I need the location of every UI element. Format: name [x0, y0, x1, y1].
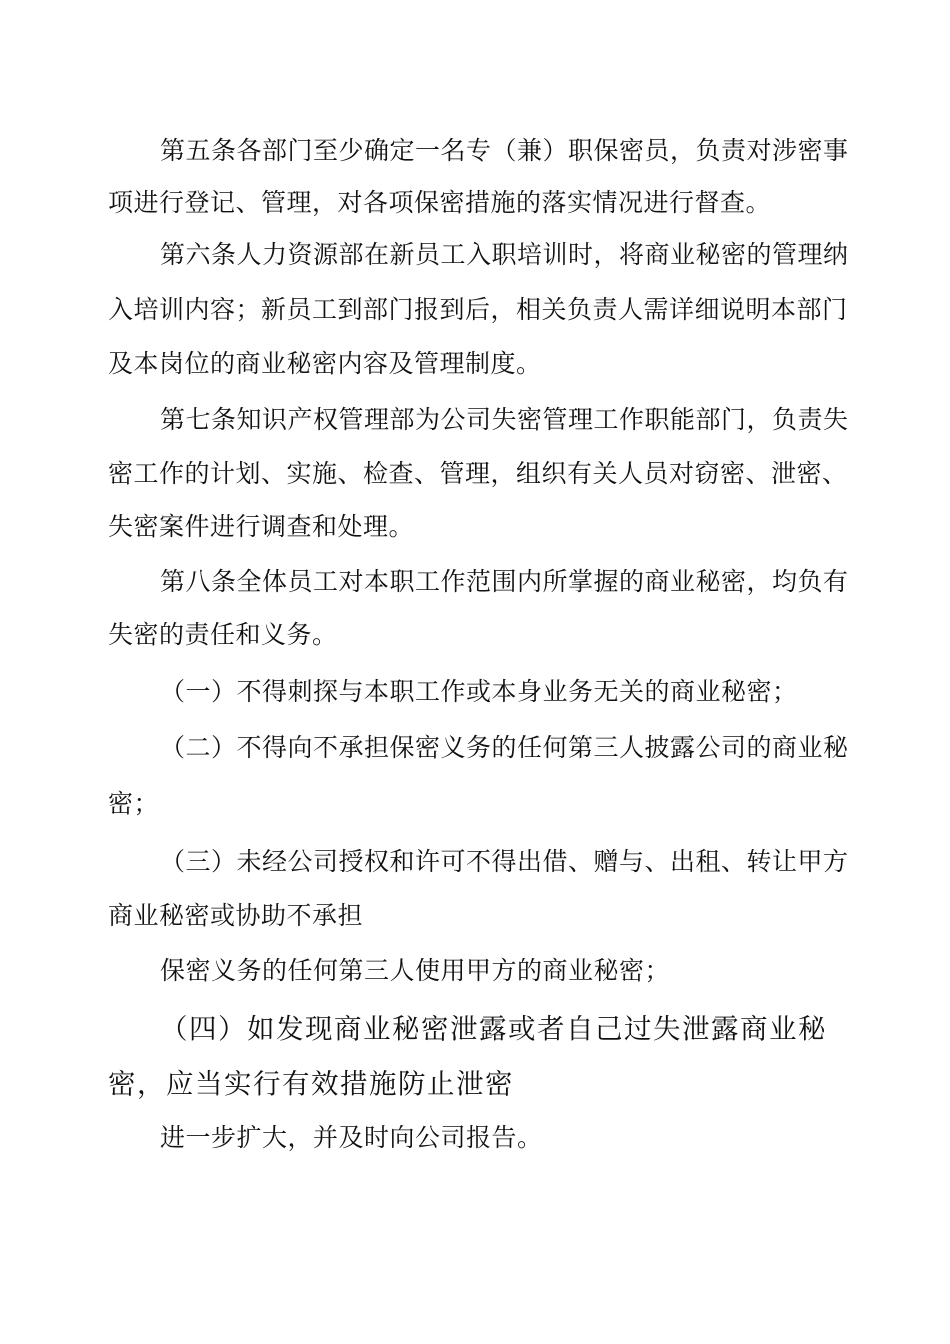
text-line: 第六条人力资源部在新员工入职培训时，将商业秘密的管理纳 — [160, 240, 849, 269]
text-line: 密工作的计划、实施、检查、管理，组织有关人员对窃密、泄密、 — [108, 459, 848, 488]
text-line: 及本岗位的商业秘密内容及管理制度。 — [108, 349, 542, 378]
text-line: 第八条全体员工对本职工作范围内所掌握的商业秘密，均负有 — [160, 567, 849, 596]
text-line: 失密的责任和义务。 — [108, 620, 338, 649]
text-line: 失密案件进行调查和处理。 — [108, 512, 415, 541]
text-line: （二）不得向不承担保密义务的任何第三人披露公司的商业秘 — [160, 733, 849, 762]
text-line: 进一步扩大，并及时向公司报告。 — [160, 1123, 543, 1152]
text-line: 项进行登记、管理，对各项保密措施的落实情况进行督查。 — [108, 188, 772, 217]
text-line: 密； — [108, 789, 160, 818]
text-line: 第五条各部门至少确定一名专（兼）职保密员，负责对涉密事 — [160, 136, 849, 165]
text-line: 密，应当实行有效措施防止泄密 — [108, 1068, 514, 1100]
text-line: 第七条知识产权管理部为公司失密管理工作职能部门，负责失 — [160, 405, 849, 434]
text-line: （一）不得刺探与本职工作或本身业务无关的商业秘密； — [160, 677, 798, 706]
text-line: 商业秘密或协助不承担 — [108, 901, 364, 930]
text-line: （四）如发现商业秘密泄露或者自己过失泄露商业秘 — [160, 1013, 827, 1045]
text-line: （三）未经公司授权和许可不得出借、赠与、出租、转让甲方 — [160, 847, 849, 876]
text-line: 保密义务的任何第三人使用甲方的商业秘密； — [160, 956, 671, 985]
text-line: 入培训内容；新员工到部门报到后，相关负责人需详细说明本部门 — [108, 295, 848, 324]
